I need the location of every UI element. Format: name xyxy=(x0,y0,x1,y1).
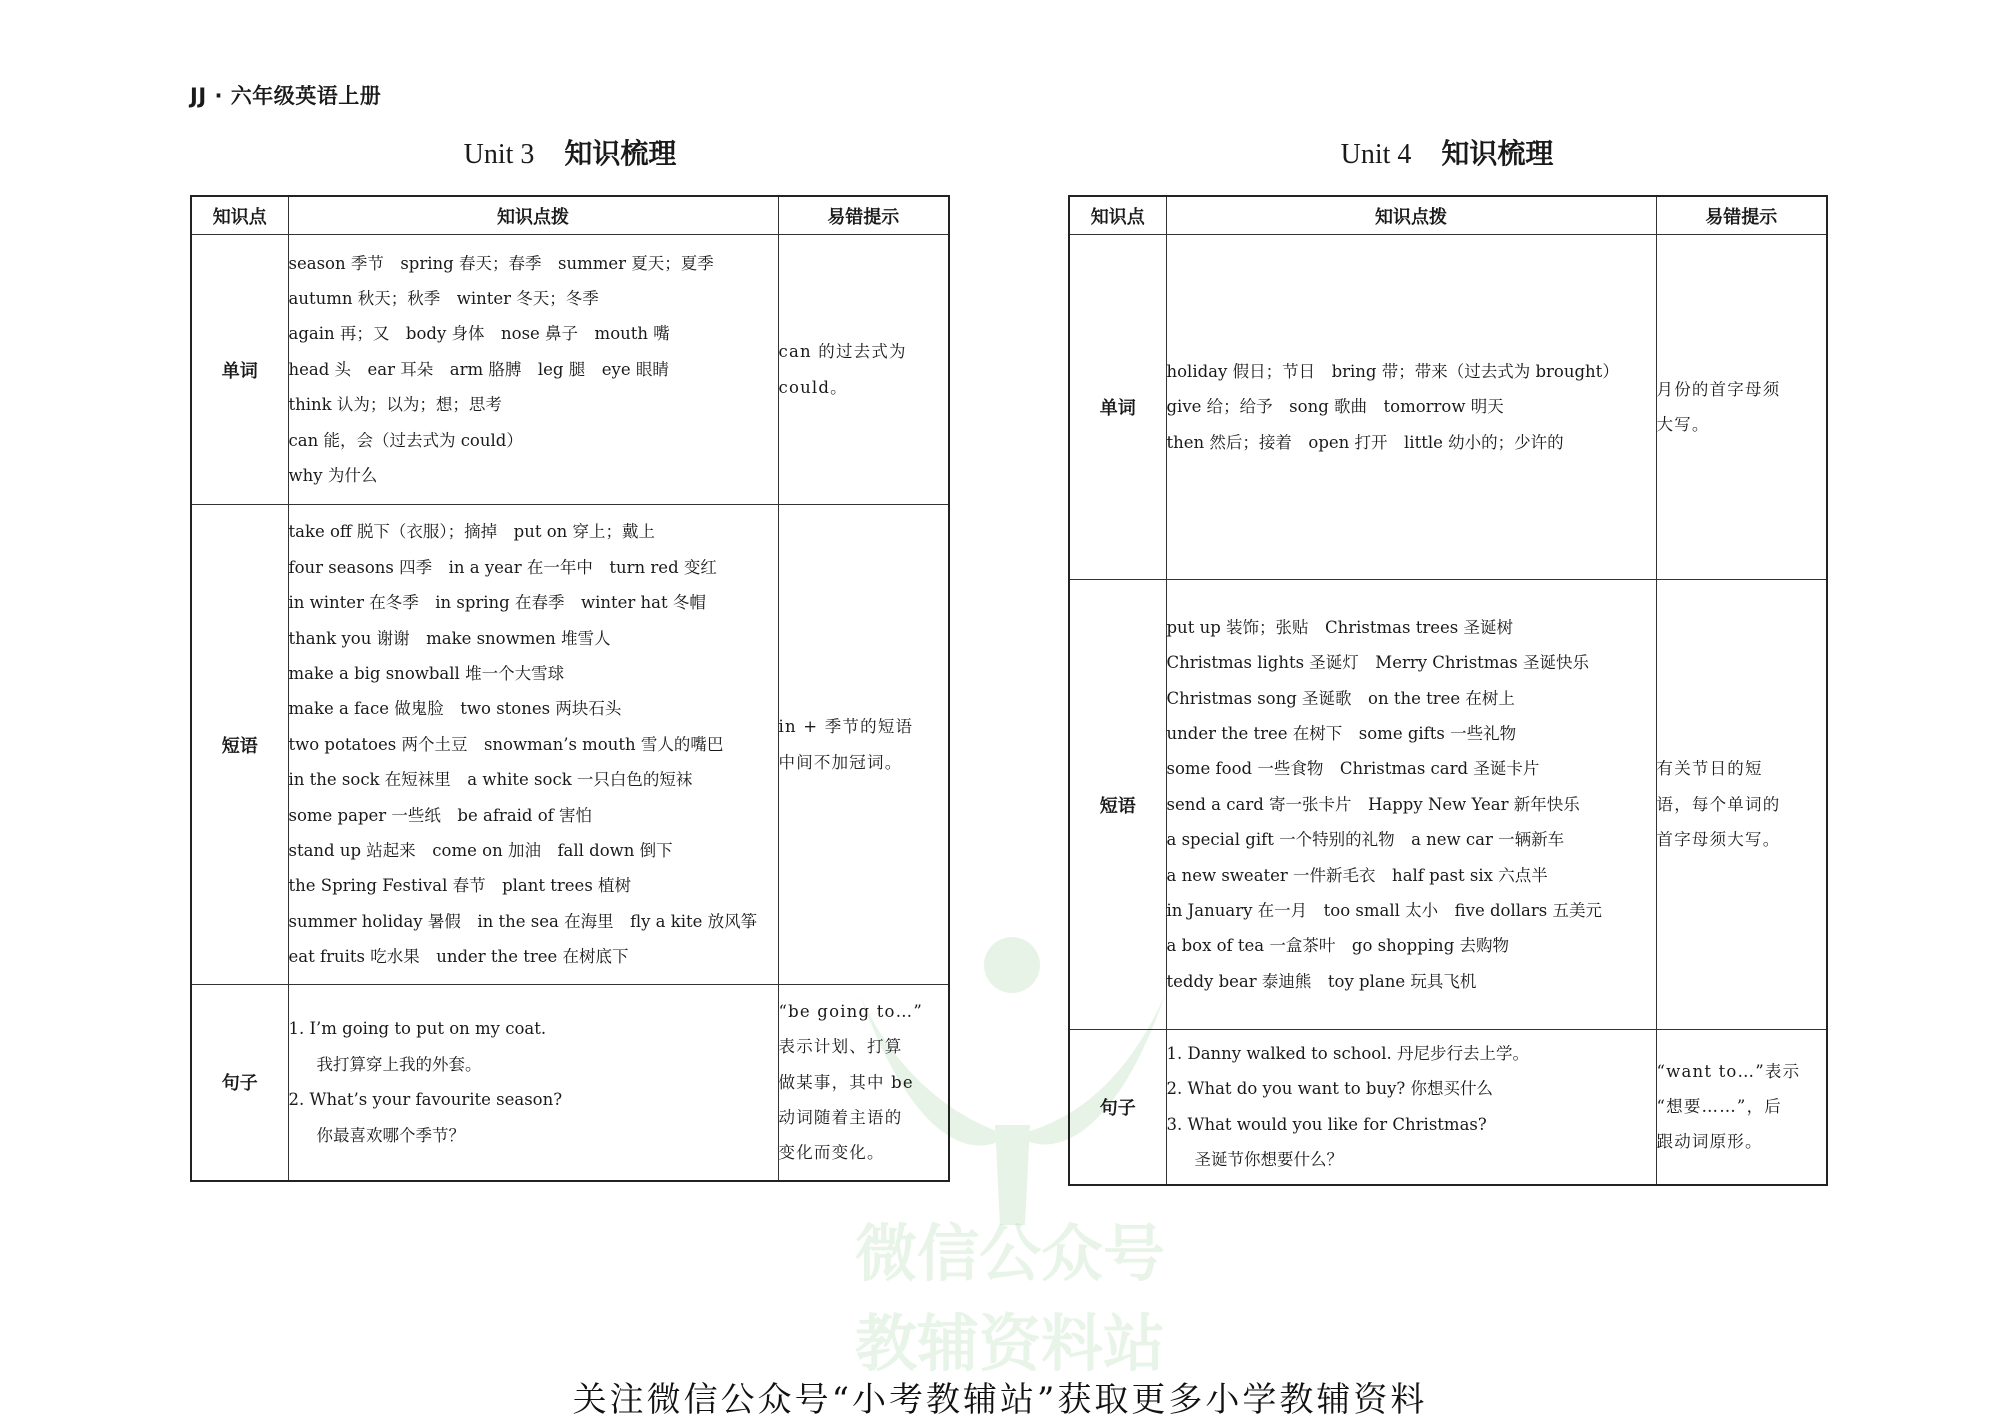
unit4-sentences-tip xyxy=(1656,1030,1827,1185)
content-line: can 能，会（过去式为 could） xyxy=(288,430,523,450)
content-line: why 为什么 xyxy=(288,466,378,486)
content-line: again 再；又 body 身体 nose 鼻子 mouth 嘴 xyxy=(288,324,670,344)
tip-line: 表示计划、打算 xyxy=(778,1037,903,1057)
content-line: two potatoes 两个土豆 snowman’s mouth 雪人的嘴巴 xyxy=(288,734,724,754)
unit4-words-category: 单词 xyxy=(1069,235,1166,580)
content-line: give 给；给予 song 歌曲 tomorrow 明天 xyxy=(1166,397,1504,417)
tip-line: 首字母须大写。 xyxy=(1656,830,1781,850)
tip-line: can 的过去式为 xyxy=(778,342,907,362)
unit3-row-sentences xyxy=(191,985,949,1181)
unit4-sentences-category: 句子 xyxy=(1069,1030,1166,1185)
tip-line: 动词随着主语的 xyxy=(778,1107,903,1127)
unit3-row-phrases xyxy=(191,505,949,985)
content-line: autumn 秋天；秋季 winter 冬天；冬季 xyxy=(288,288,599,308)
content-line: 1. Danny walked to school. 丹尼步行去上学。 xyxy=(1166,1043,1529,1063)
tip-line: 做某事，其中 be xyxy=(778,1072,914,1092)
content-line: summer holiday 暑假 in the sea 在海里 fly a kite 放风筝 xyxy=(288,911,758,931)
content-line: thank you 谢谢 make snowmen 堆雪人 xyxy=(288,628,611,648)
content-line: some paper 一些纸 be afraid of 害怕 xyxy=(288,805,593,825)
unit4-phrases-category: 短语 xyxy=(1069,580,1166,1030)
col-header-tip: 易错提示 xyxy=(1656,196,1827,235)
unit4-phrases-tip xyxy=(1656,580,1827,1030)
content-line: a box of tea 一盒茶叶 go shopping 去购物 xyxy=(1166,936,1509,956)
content-line: put up 装饰；张贴 Christmas trees 圣诞树 xyxy=(1166,617,1513,637)
content-line: under the tree 在树下 some gifts 一些礼物 xyxy=(1166,723,1517,743)
watermark-line-1: 微信公众号 xyxy=(854,1217,1166,1290)
content-line: send a card 寄一张卡片 Happy New Year 新年快乐 xyxy=(1166,794,1580,814)
tip-line: 语，每个单词的 xyxy=(1656,794,1781,814)
tip-line: could。 xyxy=(778,377,848,397)
tip-line: 月份的首字母须 xyxy=(1656,379,1781,399)
unit3-header-row xyxy=(191,196,949,235)
tip-line: 变化而变化。 xyxy=(778,1143,885,1163)
content-line: teddy bear 泰迪熊 toy plane 玩具飞机 xyxy=(1166,971,1477,991)
unit4-words-tip xyxy=(1656,235,1827,580)
tip-line: in + 季节的短语 xyxy=(778,717,914,737)
unit4-table xyxy=(1068,195,1828,1186)
unit4-phrases-content xyxy=(1166,580,1656,1030)
col-header-explain: 知识点拨 xyxy=(1166,196,1656,235)
page-header: JJ · 六年级英语上册 xyxy=(190,84,382,108)
content-line: 1. I’m going to put on my coat. xyxy=(288,1019,547,1039)
unit3-words-category: 单词 xyxy=(191,235,288,505)
content-line: 2. What’s your favourite season? xyxy=(288,1090,563,1110)
unit4-words-content xyxy=(1166,235,1656,580)
unit4-label: Unit 4 xyxy=(1340,139,1412,170)
col-header-explain: 知识点拨 xyxy=(288,196,778,235)
unit4-title xyxy=(1067,132,1827,172)
content-line: in January 在一月 too small 太小 five dollars 五美元 xyxy=(1166,901,1602,921)
content-line: a special gift 一个特别的礼物 a new car 一辆新车 xyxy=(1166,830,1565,850)
col-header-point: 知识点 xyxy=(191,196,288,235)
content-line: in the sock 在短袜里 a white sock 一只白色的短袜 xyxy=(288,770,693,790)
content-line: season 季节 spring 春天；春季 summer 夏天；夏季 xyxy=(288,253,714,273)
content-line: 2. What do you want to buy? 你想买什么 xyxy=(1166,1079,1494,1099)
unit3-phrases-tip xyxy=(778,505,949,985)
content-line: in winter 在冬季 in spring 在春季 winter hat 冬帽 xyxy=(288,593,706,613)
content-line: holiday 假日；节日 bring 带；带来（过去式为 brought） xyxy=(1166,361,1619,381)
col-header-tip: 易错提示 xyxy=(778,196,949,235)
tip-line: 大写。 xyxy=(1656,415,1710,434)
content-line: stand up 站起来 come on 加油 fall down 倒下 xyxy=(288,841,673,861)
content-line: Christmas lights 圣诞灯 Merry Christmas 圣诞快乐 xyxy=(1166,653,1590,673)
content-line: eat fruits 吃水果 under the tree 在树底下 xyxy=(288,947,629,967)
unit3-phrases-category: 短语 xyxy=(191,505,288,985)
content-line: some food 一些食物 Christmas card 圣诞卡片 xyxy=(1166,759,1540,779)
tip-line: 跟动词原形。 xyxy=(1656,1132,1763,1152)
content-line: head 头 ear 耳朵 arm 胳膊 leg 腿 eye 眼睛 xyxy=(288,359,669,379)
tip-line: “be going to…” xyxy=(778,1001,924,1021)
content-line: four seasons 四季 in a year 在一年中 turn red 变红 xyxy=(288,557,717,577)
unit3-row-words xyxy=(191,235,949,505)
content-line: 我打算穿上我的外套。 xyxy=(316,1054,482,1074)
unit4-row-sentences xyxy=(1069,1030,1827,1185)
content-line: 你最喜欢哪个季节？ xyxy=(316,1125,465,1145)
tip-line: “想要……”，后 xyxy=(1656,1097,1782,1117)
unit4-title-text: 知识梳理 xyxy=(1441,137,1554,170)
content-line: take off 脱下（衣服）；摘掉 put on 穿上；戴上 xyxy=(288,522,655,542)
unit3-phrases-content xyxy=(288,505,778,985)
content-line: 圣诞节你想要什么？ xyxy=(1194,1150,1343,1170)
content-line: make a big snowball 堆一个大雪球 xyxy=(288,663,565,683)
unit3-sentences-content xyxy=(288,985,778,1181)
unit3-label: Unit 3 xyxy=(463,139,535,170)
unit4-sentences-content xyxy=(1166,1030,1656,1185)
content-line: Christmas song 圣诞歌 on the tree 在树上 xyxy=(1166,688,1515,708)
unit3-words-content xyxy=(288,235,778,505)
unit3-sentences-category: 句子 xyxy=(191,985,288,1181)
unit4-row-words xyxy=(1069,235,1827,580)
content-line: 3. What would you like for Christmas? xyxy=(1166,1114,1487,1134)
content-line: then 然后；接着 open 打开 little 幼小的；少许的 xyxy=(1166,432,1564,452)
unit3-title-text: 知识梳理 xyxy=(564,137,677,170)
col-header-point: 知识点 xyxy=(1069,196,1166,235)
unit3-table xyxy=(190,195,950,1182)
unit3-words-tip xyxy=(778,235,949,505)
unit4-header-row xyxy=(1069,196,1827,235)
content-line: a new sweater 一件新毛衣 half past six 六点半 xyxy=(1166,865,1548,885)
content-line: think 认为；以为；想；思考 xyxy=(288,395,502,415)
footer-notice: 关注微信公众号“小考教辅站”获取更多小学教辅资料 xyxy=(572,1380,1428,1420)
unit3-title xyxy=(190,132,950,172)
tip-line: 有关节日的短 xyxy=(1656,759,1763,779)
watermark-line-2: 教辅资料站 xyxy=(854,1307,1166,1380)
content-line: make a face 做鬼脸 two stones 两块石头 xyxy=(288,699,622,719)
unit4-row-phrases xyxy=(1069,580,1827,1030)
unit3-sentences-tip xyxy=(778,985,949,1181)
content-line: the Spring Festival 春节 plant trees 植树 xyxy=(288,876,632,896)
tip-line: “want to…”表示 xyxy=(1656,1061,1801,1081)
tip-line: 中间不加冠词。 xyxy=(778,752,903,772)
